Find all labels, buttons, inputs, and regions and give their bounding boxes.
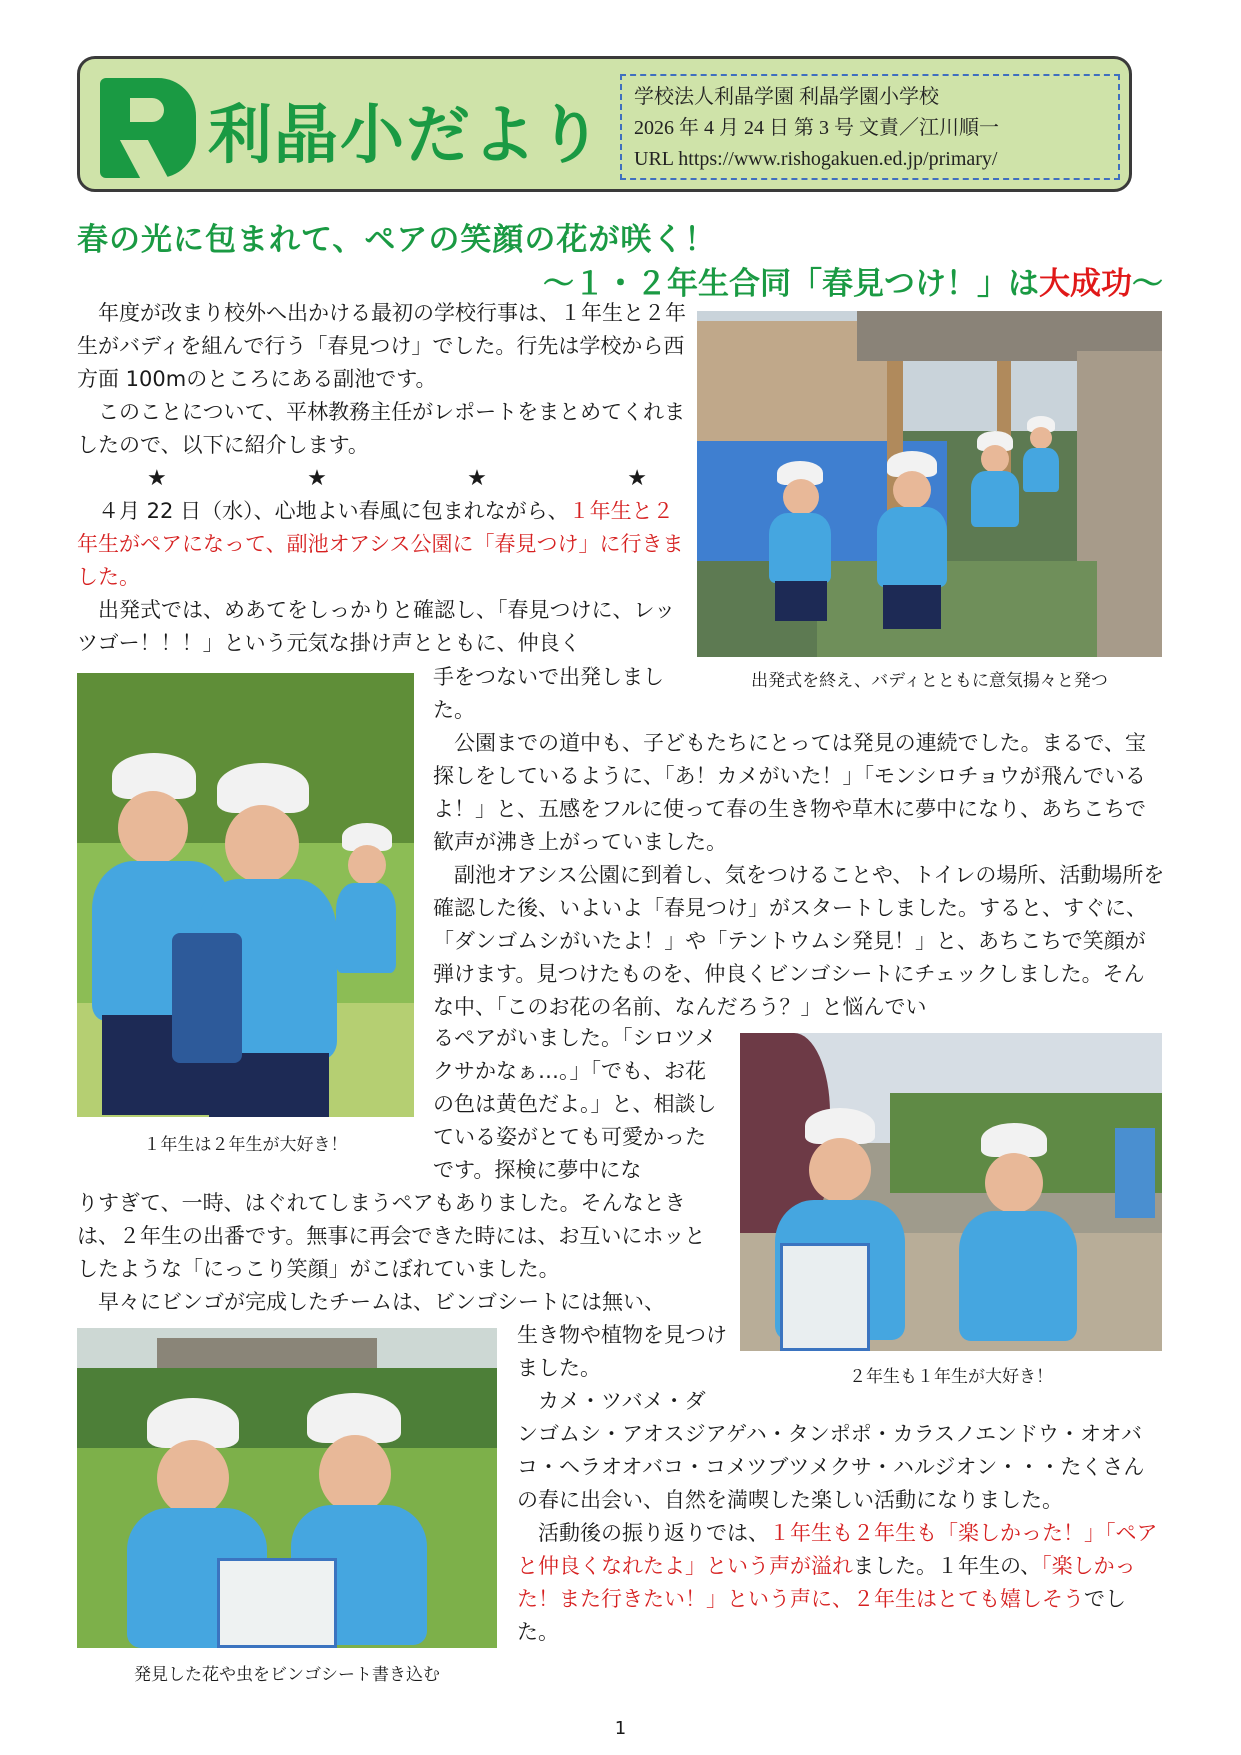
school-logo-icon — [100, 78, 196, 178]
caption-hug: １年生は２年生が大好き！ — [143, 1135, 348, 1155]
headline-sub-prefix: ～１・２年生合同「春見つけ！」は — [543, 266, 1039, 302]
star-icon: ★ — [147, 466, 167, 491]
reflection-emphasis-2: 「楽しかった！また行きたい！」という声に、２年生はとても嬉しそう — [517, 1554, 1136, 1611]
photo-hug — [77, 673, 414, 1117]
reflection-text-2: ました。１年生の、 — [853, 1554, 1042, 1578]
caption-departure: 出発式を終え、バディとともに意気揚々と発つ — [751, 671, 1108, 691]
article-end — [517, 1418, 1165, 1649]
paragraph-reflection — [517, 1517, 1165, 1649]
photo-peace-sign — [740, 1033, 1162, 1351]
date-text: ４月 22 日（水）、心地よい春風に包まれながら、 — [98, 499, 569, 523]
reflection-emphasis-1: １年生も２年生も「楽しかった！」「ペアと仲良くなれたよ」という声が溢れ — [517, 1521, 1158, 1578]
star-divider — [77, 462, 687, 495]
caption-bingo-sheet: 発見した花や虫をビンゴシート書き込む — [134, 1665, 440, 1685]
paragraph-arrival: 副池オアシス公園に到着し、気をつけることや、トイレの場所、活動場所を確認した後、いよいよ「春見つけ」がスタートしました。すると、すぐに、「ダンゴムシがいたよ！」や「テントウムシ発見！」と、あちこちで笑顔が弾けます。見つけたものを、仲良くビンゴシートにチェックしました。そんな中、「このお花の名前、なんだろう？」と悩んでい — [433, 863, 1165, 1019]
publication-info — [620, 74, 1120, 180]
paragraph-findings: カメ・ツバメ・ダ — [538, 1389, 706, 1413]
star-icon: ★ — [307, 466, 327, 491]
paragraph-ceremony-cont: 手をつないで出発しました。 — [433, 665, 664, 722]
article-lower — [77, 1187, 725, 1319]
headline-sub-emphasis: 大成功 — [1039, 266, 1132, 302]
newsletter-title: 利晶小だより — [208, 99, 604, 173]
paragraph-bingo: 早々にビンゴが完成したチームは、ビンゴシートには無い、 — [98, 1290, 665, 1314]
paragraph-ceremony: 出発式では、めあてをしっかりと確認し、「春見つけに、レッツゴー！！！」という元気な掛け声とともに、仲良く — [77, 598, 676, 655]
reflection-text-3: でした。 — [517, 1587, 1126, 1644]
website-url[interactable]: URL https://www.rishogakuen.ed.jp/primary/ — [634, 148, 998, 170]
star-icon: ★ — [467, 466, 487, 491]
issue-date: 2026 年 4 月 24 日 第 3 号 文責／江川順一 — [634, 117, 999, 139]
paragraph-intro: 年度が改まり校外へ出かける最初の学校行事は、１年生と２年生がバディを組んで行う「春見つけ」でした。行先は学校から西方面 100mのところにある副池です。 — [77, 301, 686, 391]
reflection-text: 活動後の振り返りでは、 — [538, 1521, 769, 1545]
photo-bingo-sheet — [77, 1328, 497, 1648]
paragraph-lost-pair: りすぎて、一時、はぐれてしまうペアもありました。そんなときは、２年生の出番です。無事に再会できた時には、お互いにホッとしたような「にっこり笑顔」がこぼれていました。 — [77, 1191, 706, 1281]
paragraph-bingo-cont: 生き物や植物を見つけました。 — [517, 1323, 727, 1380]
article-intro — [77, 297, 687, 660]
caption-peace-sign: ２年生も１年生が大好き！ — [849, 1367, 1053, 1387]
page-number: 1 — [614, 1718, 627, 1739]
article-col-4 — [517, 1319, 727, 1418]
date-emphasis: １年生と２年生がペアになって、副池オアシス公園に「春見つけ」に行きました。 — [77, 499, 684, 589]
paragraph-report-note: このことについて、平林教務主任がレポートをまとめてくれましたので、以下に紹介します。 — [77, 400, 686, 457]
headline-main: 春の光に包まれて、ペアの笑顔の花が咲く！ — [77, 222, 717, 258]
article-middle — [433, 727, 1165, 1024]
paragraph-flower: るペアがいました。「シロツメクサかなぁ…。」「でも、お花の色は黄色だよ。」と、相談している姿がとても可愛かったです。探検に夢中にな — [433, 1026, 717, 1182]
paragraph-date — [77, 495, 687, 594]
article-col-3 — [433, 1022, 725, 1187]
photo-departure — [697, 311, 1162, 657]
school-name: 学校法人利晶学園 利晶学園小学校 — [634, 86, 939, 108]
article-col-2 — [433, 661, 688, 727]
paragraph-findings-cont: ンゴムシ・アオスジアゲハ・タンポポ・カラスノエンドウ・オオバコ・ヘラオオバコ・コメツブツメクサ・ハルジオン・・・たくさんの春に出会い、自然を満喫した楽しい活動になりました。 — [517, 1422, 1145, 1512]
paragraph-journey: 公園までの道中も、子どもたちにとっては発見の連続でした。まるで、宝探しをしているように、「あ！カメがいた！」「モンシロチョウが飛んでいるよ！」と、五感をフルに使って春の生き物や草木に夢中になり、あちこちで歓声が沸き上がっていました。 — [433, 731, 1146, 854]
star-icon: ★ — [627, 466, 647, 491]
headline-sub-suffix: ～ — [1132, 266, 1163, 302]
